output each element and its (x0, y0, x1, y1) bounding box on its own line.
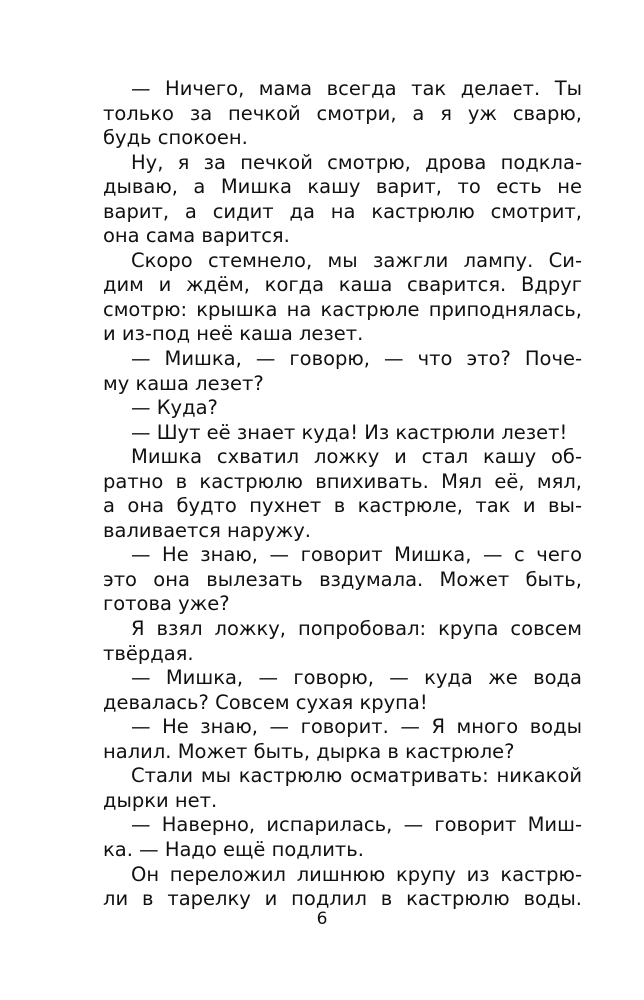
text-line: ли в тарелку и подлил в кастрюлю воды. (103, 887, 582, 911)
paragraph (103, 715, 582, 764)
text-line: твёрдая. (103, 641, 194, 665)
text-line: варит, а сидит да на кастрюлю смотрит, (103, 199, 582, 223)
text-line: налил. Может быть, дырка в кастрюле? (103, 739, 515, 763)
text-line: смотрю: крышка на кастрюле приподнялась, (103, 297, 582, 321)
text-line: Он переложил лишнюю крупу из кастрю- (131, 862, 582, 886)
paragraph (103, 813, 582, 862)
text-line: дываю, а Мишка кашу варит, то есть не (103, 175, 582, 199)
text-line: му каша лезет? (103, 371, 264, 395)
text-line: Я взял ложку, попробовал: крупа совсем (131, 617, 582, 641)
text-line: и из-под неё каша лезет. (103, 322, 364, 346)
paragraph (103, 421, 582, 446)
text-line: только за печкой смотри, а я уж сварю, (103, 101, 582, 125)
text-line: — Мишка, — говорю, — что это? Поче- (131, 347, 582, 371)
paragraph (103, 445, 582, 543)
text-line: это она вылезать вздумала. Может быть, (103, 567, 582, 591)
text-line: Скоро стемнело, мы зажгли лампу. Си- (131, 248, 582, 272)
text-line: Мишка схватил ложку и стал кашу об- (131, 445, 582, 469)
page-number: 6 (316, 909, 328, 929)
text-line: — Наверно, испарилась, — говорит Миш- (131, 813, 582, 837)
paragraph (103, 396, 582, 421)
text-line: готова уже? (103, 592, 230, 616)
text-line: будь спокоен. (103, 126, 248, 150)
paragraph (103, 764, 582, 813)
text-line: девалась? Совсем сухая крупа! (103, 690, 428, 714)
text-line: — Ничего, мама всегда так делает. Ты (131, 77, 582, 100)
text-line: дырки нет. (103, 788, 218, 812)
paragraph (103, 151, 582, 249)
body-text (103, 77, 582, 912)
paragraph (103, 347, 582, 396)
text-line: — Не знаю, — говорит. — Я много воды (131, 715, 582, 739)
text-line: Стали мы кастрюлю осматривать: никакой (131, 764, 582, 788)
paragraph (103, 666, 582, 715)
text-line: — Не знаю, — говорит Мишка, — с чего (131, 543, 582, 567)
text-line: дим и ждём, когда каша сварится. Вдруг (103, 273, 582, 297)
text-line: она сама варится. (103, 224, 290, 248)
paragraph (103, 543, 582, 617)
paragraph (103, 249, 582, 347)
text-line: — Куда? (131, 396, 218, 420)
text-line: ратно в кастрюлю впихивать. Мял её, мял, (103, 469, 582, 493)
text-line: валивается наружу. (103, 518, 311, 542)
paragraph (103, 863, 582, 912)
paragraph (103, 77, 582, 151)
text-line: а она будто пухнет в кастрюле, так и вы- (103, 494, 582, 518)
text-line: Ну, я за печкой смотрю, дрова подкла- (131, 150, 582, 174)
text-line: — Шут её знает куда! Из кастрюли лезет! (131, 420, 568, 444)
paragraph (103, 617, 582, 666)
text-line: — Мишка, — говорю, — куда же вода (131, 666, 582, 690)
text-line: ка. — Надо ещё подлить. (103, 837, 364, 861)
